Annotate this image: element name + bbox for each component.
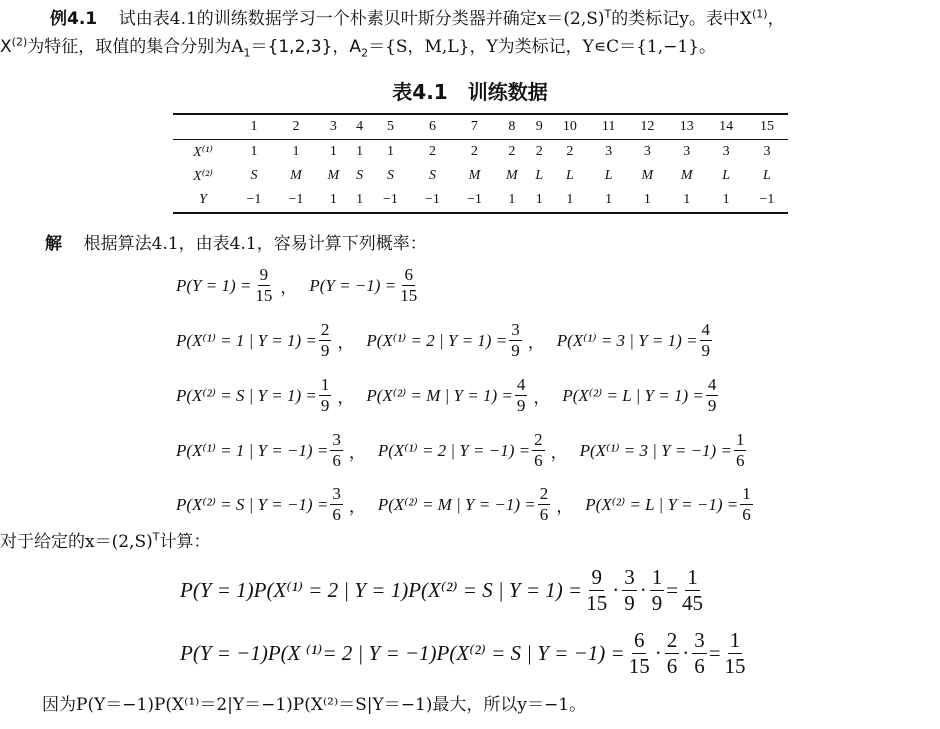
fraction-denominator: 6 [534,451,543,470]
fraction [330,430,343,471]
probability-lhs: P(X⁽¹⁾ = 3 | Y = −1) = [579,440,732,460]
probability-term [378,484,585,525]
intro-sub-2: 2 [361,46,369,60]
table-cell: −1 [275,188,317,213]
intro-line-2 [0,36,716,58]
fraction [515,375,528,416]
fraction-numerator: 3 [332,430,341,449]
fraction-numerator: 9 [591,565,602,589]
table-header-cell: 11 [590,114,628,140]
table-cell: L [535,168,544,183]
solution-line [45,233,427,255]
table-cell: 1 [528,188,550,213]
table-cell: M [506,168,518,183]
given-text-1: 对于给定的x＝(2,S) [0,532,153,552]
probability-term [366,320,556,361]
table-cell: 3 [643,144,651,159]
probability-term [378,430,580,471]
table-cell: L [763,168,771,183]
fraction-numerator: 1 [651,565,663,589]
probability-lhs: P(Y = −1) = [309,275,397,295]
probability-term [309,265,421,306]
probability-lhs: P(X⁽²⁾ = M | Y = 1) = [366,385,513,405]
fraction-denominator: 9 [511,341,520,360]
fraction-denominator: 9 [624,591,635,615]
calculation-lhs: P(Y = 1)P(X⁽¹⁾ = 2 | Y = 1)P(X⁽²⁾ = S | Y = 1) = [180,578,583,602]
table-cell: 1 [329,144,337,159]
probability-row [176,430,748,471]
table-header-cell: 6 [411,114,453,140]
table-cell: 1 [495,188,528,213]
probability-term [176,320,366,361]
intro-line-1 [50,8,785,30]
probability-row [176,265,421,306]
table-cell: S [356,168,364,183]
fraction [253,265,274,306]
fraction [319,320,332,361]
probability-lhs: P(X⁽²⁾ = L | Y = −1) = [585,494,739,514]
probability-lhs: P(X⁽¹⁾ = 3 | Y = 1) = [556,330,698,350]
table-cell: M [290,168,302,183]
table-cell: L [566,168,574,183]
table-cell: 2 [566,144,574,159]
fraction-denominator: 15 [724,654,746,678]
comma-separator: ， [550,443,568,463]
table-cell: L [604,168,613,183]
table-cell: 1 [356,144,364,159]
probability-term [585,484,754,525]
fraction [692,628,707,679]
table-cell: M [641,168,654,183]
probability-lhs: P(X⁽¹⁾ = 1 | Y = 1) = [176,330,317,350]
probability-term [176,375,366,416]
fraction [509,320,522,361]
solution-label: 解 [45,234,62,254]
table-cell: L [722,168,731,183]
multiply-dot: · [612,578,620,602]
table-cell: 2 [428,144,436,159]
calculation-lhs: P(Y = −1)P(X ⁽¹⁾= 2 | Y = −1)P(X⁽²⁾ = S | Y = −1) = [180,641,625,665]
table-cell: 3 [605,144,613,159]
intro-line2-text2: ＝{1,2,3}，A [250,37,362,57]
fraction-denominator: 9 [707,396,717,415]
table-cell: S [428,168,436,183]
conclusion: 因为P(Y＝−1)P(X⁽¹⁾＝2|Y＝−1)P(X⁽²⁾＝S|Y＝−1)最大，所以y＝−1。 [42,695,587,715]
table-row [173,140,788,165]
table-row [173,164,788,188]
multiply-dot: · [639,578,647,602]
given-line [0,531,210,553]
probability-term [366,375,562,416]
table-header-cell: 8 [495,114,528,140]
table-cell: 1 [667,188,706,213]
table-cell: −1 [411,188,453,213]
equals-sign: = [708,641,721,665]
table-cell: M [468,168,481,183]
table-row [173,188,788,213]
fraction-numerator: 6 [633,628,645,652]
probability-row [176,484,755,525]
table-cell: −1 [370,188,412,213]
fraction-denominator: 15 [255,286,273,305]
fraction-denominator: 6 [694,654,705,678]
table-header-cell [173,114,233,140]
probability-lhs: P(X⁽¹⁾ = 2 | Y = 1) = [366,330,508,350]
probability-term [580,430,749,471]
intro-sup-t: T [604,7,612,21]
fraction [319,375,332,416]
fraction [734,430,747,471]
fraction-numerator: 3 [332,484,341,503]
intro-line2-x: X [0,37,12,57]
fraction-numerator: 1 [742,484,751,503]
table-header-cell: 13 [667,114,706,140]
table-cell: −1 [746,188,788,213]
intro-sup-2: (2) [11,35,28,49]
table-header-cell: 9 [528,114,550,140]
comma-separator: ， [337,388,355,408]
fraction-numerator: 1 [729,628,741,652]
table-header-cell: 4 [350,114,370,140]
fraction [622,565,637,616]
fraction-numerator: 1 [320,375,330,394]
fraction [627,628,652,679]
intro-text-1: 试由表4.1的训练数据学习一个朴素贝叶斯分类器并确定x＝(2,S) [118,9,605,29]
probability-term [176,484,378,525]
table-cell: 1 [386,144,394,159]
fraction [700,320,713,361]
intro-line2-text: 为特征，取值的集合分别为A [27,37,244,57]
fraction-denominator: 6 [539,505,549,524]
table-row-label: X⁽²⁾ [193,168,213,184]
table-cell: 2 [535,144,543,159]
fraction-numerator: 4 [707,375,717,394]
fraction [398,265,419,306]
probability-term [562,375,720,416]
fraction-denominator: 9 [516,396,526,415]
fraction [665,628,680,679]
comma-separator: ， [280,278,298,298]
fraction-numerator: 3 [624,565,635,589]
fraction [330,484,343,525]
table-cell: 3 [722,144,730,159]
comma-separator: ， [348,497,366,517]
probability-lhs: P(Y = 1) = [176,275,252,295]
calculation-row [180,565,707,616]
table-cell: S [250,168,258,183]
multiply-dot: · [682,641,690,665]
fraction [532,430,545,471]
fraction [584,565,609,616]
table-cell: M [327,168,340,183]
fraction-numerator: 3 [511,320,520,339]
comma-separator: ， [348,443,366,463]
table-header-cell: 7 [453,114,495,140]
probability-lhs: P(X⁽¹⁾ = 1 | Y = −1) = [176,440,329,460]
probability-row [176,320,714,361]
intro-sub-1: 1 [243,46,251,60]
solution-text: 根据算法4.1，由表4.1，容易计算下列概率： [83,234,427,254]
table-header-cell: 10 [550,114,589,140]
table-cell: 1 [550,188,589,213]
probability-term [176,430,378,471]
intro-text-2: 的类标记y。表中X [611,9,752,29]
fraction [706,375,719,416]
probability-term [557,320,714,361]
given-text-2: 计算： [159,532,211,552]
fraction [650,565,665,616]
fraction-denominator: 15 [400,286,418,305]
table-header-cell: 14 [706,114,745,140]
table-cell: 3 [763,144,771,159]
table-header-cell: 2 [275,114,317,140]
comma-separator: ， [533,388,551,408]
table-cell: 1 [250,144,258,159]
table-header-cell: 15 [746,114,788,140]
probability-lhs: P(X⁽²⁾ = M | Y = −1) = [377,494,536,514]
fraction-numerator: 2 [320,320,330,339]
equals-sign: = [666,578,679,602]
table-cell: 1 [350,188,370,213]
table-cell: 1 [292,144,300,159]
probability-lhs: P(X⁽²⁾ = S | Y = 1) = [176,385,317,405]
table-header-cell: 12 [628,114,667,140]
probability-lhs: P(X⁽²⁾ = S | Y = −1) = [176,494,329,514]
fraction-denominator: 6 [666,654,678,678]
table-cell: 2 [508,144,516,159]
comma-separator: ， [527,333,545,353]
fraction-denominator: 6 [332,451,341,470]
table-row-label: X⁽¹⁾ [193,144,213,160]
fraction-denominator: 15 [628,654,650,678]
fraction-numerator: 1 [735,430,745,449]
table-cell: 1 [706,188,745,213]
probability-lhs: P(X⁽¹⁾ = 2 | Y = −1) = [377,440,531,460]
probability-row [176,375,720,416]
fraction-numerator: 4 [701,320,711,339]
table-cell: 1 [590,188,628,213]
table-cell: 1 [628,188,667,213]
training-data-table [173,113,788,214]
intro-sup-1: (1) [751,7,768,21]
calculation-row [180,628,750,679]
fraction-numerator: 2 [534,430,543,449]
fraction-denominator: 9 [701,341,711,360]
comma-separator: ， [337,333,355,353]
fraction-denominator: 6 [735,451,745,470]
fraction-denominator: 9 [651,591,663,615]
fraction-denominator: 45 [682,591,704,615]
intro-text-3: ， [767,9,785,29]
table-cell: −1 [233,188,275,213]
table-header-cell: 5 [370,114,412,140]
fraction-numerator: 1 [687,565,698,589]
table-cell: M [680,168,693,183]
fraction-denominator: 6 [742,505,751,524]
fraction-numerator: 2 [539,484,549,503]
multiply-dot: · [654,641,662,665]
given-sup-t: T [152,530,160,544]
table-title: 表4.1 训练数据 [392,80,548,104]
comma-separator: ， [556,497,574,517]
table-cell: S [386,168,394,183]
example-label: 例4.1 [50,9,98,29]
table-cell: 1 [317,188,350,213]
fraction-numerator: 9 [259,265,269,284]
intro-line2-text3: ＝{S，M,L}，Y为类标记，Y∊C＝{1,−1}。 [368,37,717,57]
fraction-denominator: 6 [332,505,341,524]
fraction-denominator: 9 [320,396,330,415]
probability-lhs: P(X⁽²⁾ = L | Y = 1) = [562,385,704,405]
table-cell: 3 [683,144,691,159]
probability-term [176,265,309,306]
table-header-cell: 3 [317,114,350,140]
fraction [740,484,753,525]
fraction-numerator: 3 [694,628,705,652]
table-row-label: Y [173,188,233,213]
fraction-denominator: 15 [586,591,608,615]
result-fraction [680,565,705,616]
fraction-numerator: 4 [516,375,526,394]
result-fraction [723,628,748,679]
fraction-denominator: 9 [320,341,330,360]
table-header-row [173,114,788,140]
table-header-cell: 1 [233,114,275,140]
fraction [538,484,551,525]
fraction-numerator: 2 [666,628,678,652]
table-cell: −1 [453,188,495,213]
fraction-numerator: 6 [404,265,413,284]
table-cell: 2 [470,144,478,159]
